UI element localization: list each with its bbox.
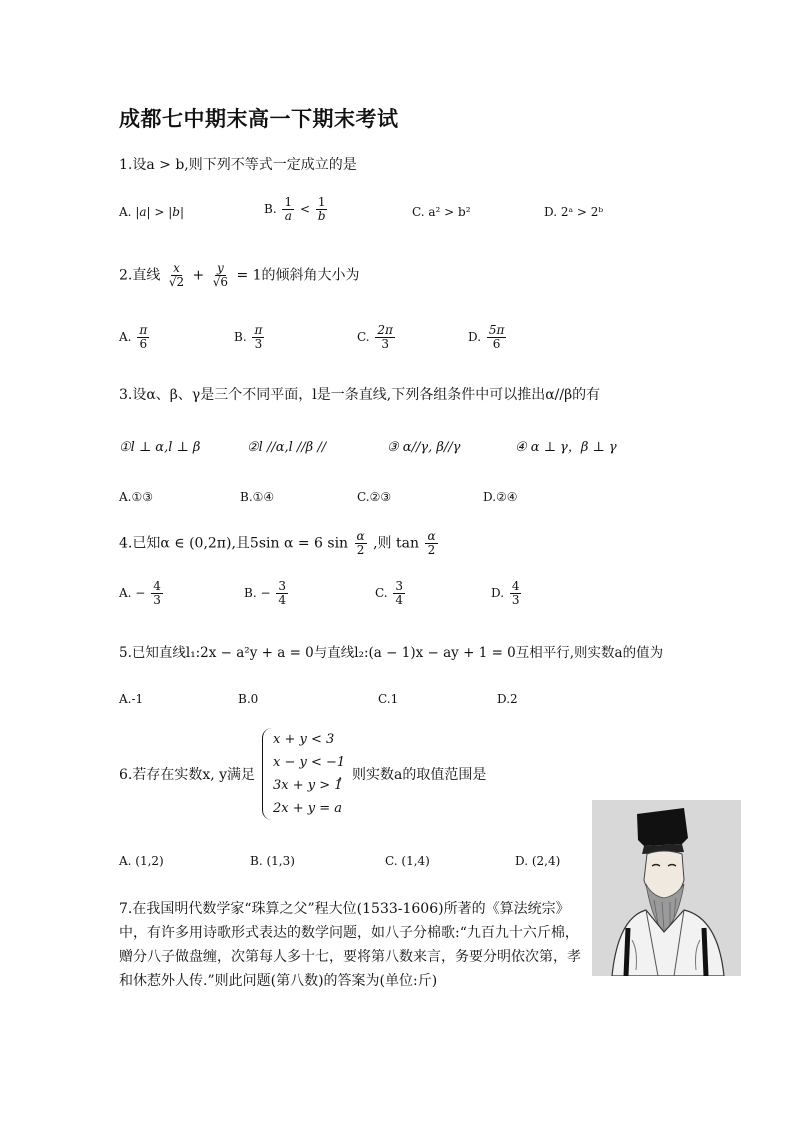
stem-text: 2.直线	[119, 267, 161, 284]
option-label: D.	[491, 586, 505, 600]
question-3-condition-4: ④ α ⊥ γ，β ⊥ γ	[515, 440, 617, 455]
fraction: $\frac{\alpha}{2}$	[356, 529, 365, 557]
option-label: B.	[234, 330, 247, 344]
fraction: $\frac{1}{a}$	[284, 195, 293, 223]
question-4-option-b	[244, 580, 290, 607]
fraction: $\frac{\pi}{6}$	[139, 323, 148, 351]
option-label: C.	[375, 586, 388, 600]
question-3-condition-2: ②l //α,l //β //	[247, 440, 327, 455]
fraction: $\frac{5\pi}{6}$	[488, 323, 505, 351]
question-4-stem	[119, 530, 440, 557]
question-5-stem: 5.已知直线l₁:2x − a²y + a = 0与直线l₂:(a − 1)x − ay + 1 = 0互相平行,则实数a的值为	[119, 645, 664, 661]
question-6-option-a: A. (1,2)	[119, 854, 164, 868]
option-label: B.	[264, 202, 277, 216]
question-2-option-b	[234, 324, 266, 351]
fraction: $\frac{x}{√2}$	[168, 261, 185, 289]
question-4-option-a	[119, 580, 165, 607]
question-2-option-d	[468, 324, 508, 351]
question-5-option-a: A.-1	[119, 692, 144, 706]
fraction: $\frac{4}{3}$	[153, 579, 161, 607]
fraction: $\frac{3}{4}$	[278, 579, 286, 607]
fraction: $\frac{\alpha}{2}$	[427, 529, 436, 557]
question-5-option-b: B.0	[238, 692, 259, 706]
question-2-option-a	[119, 324, 151, 351]
question-2-stem	[119, 262, 360, 289]
question-6-stem-prefix: 6.若存在实数x, y满足	[119, 767, 256, 783]
fraction: $\frac{2\pi}{3}$	[377, 323, 393, 351]
question-6-option-b: B. (1,3)	[250, 854, 295, 868]
question-3-option-c: C.②③	[357, 490, 392, 504]
option-text: |a| > |b|	[135, 205, 185, 219]
option-label: B. −	[244, 586, 271, 600]
page-title: 成都七中期末高一下期末考试	[119, 106, 399, 131]
plus-sign: +	[192, 267, 205, 284]
question-2-option-c	[357, 324, 397, 351]
question-4-option-c	[375, 580, 407, 607]
question-6-stem-suffix: ，则实数a的取值范围是	[338, 767, 487, 783]
inequality-system	[262, 728, 345, 820]
question-1-stem: 1.设a > b,则下列不等式一定成立的是	[119, 157, 357, 173]
question-3-option-a: A.①③	[119, 490, 153, 504]
stem-text: 4.已知α ∈ (0,2π),且5sin α = 6 sin	[119, 535, 349, 552]
stem-text: ,则 tan	[373, 535, 419, 552]
fraction: $\frac{1}{b}$	[317, 195, 326, 223]
equation-4: 2x + y = a	[273, 801, 343, 816]
question-1-option-c: C. a² > b²	[412, 205, 471, 219]
relation-symbol: <	[299, 202, 310, 216]
question-1-option-b	[264, 196, 330, 223]
fraction: $\frac{\pi}{3}$	[254, 323, 263, 351]
question-4-option-d	[491, 580, 523, 607]
question-1-option-d: D. 2ᵃ > 2ᵇ	[544, 205, 604, 219]
fraction: $\frac{3}{4}$	[395, 579, 404, 607]
question-3-condition-1: ①l ⊥ α,l ⊥ β	[119, 440, 201, 455]
question-3-stem: 3.设α、β、γ是三个不同平面，l是一条直线,下列各组条件中可以推出α//β的有	[119, 387, 601, 403]
stem-text: = 1的倾斜角大小为	[236, 267, 360, 284]
fraction: $\frac{4}{3}$	[511, 579, 520, 607]
inequality-3: 3x + y > 1	[273, 778, 343, 793]
inequality-1: x + y < 3	[273, 732, 335, 747]
option-label: C.	[357, 330, 370, 344]
question-5-option-c: C.1	[378, 692, 399, 706]
question-6-option-c: C. (1,4)	[385, 854, 430, 868]
option-label: A. −	[119, 586, 146, 600]
question-6-option-d: D. (2,4)	[515, 854, 561, 868]
option-label: D.	[468, 330, 482, 344]
question-7-text: 7.在我国明代数学家“珠算之父”程大位(1533-1606)所著的《算法统宗》中，有许多用诗歌形式表达的数学问题，如八子分棉歌:“九百九十六斤棉，赠分八子做盘缠，次第每人多十七，要将第八数来言，务要分明依次第，孝和休惹外人传.”则此问题(第八数)的答案为(单位:斤)	[119, 901, 581, 989]
question-3-option-d: D.②④	[483, 490, 518, 504]
question-5-option-d: D.2	[497, 692, 518, 706]
inequality-2: x − y < −1	[273, 755, 346, 770]
option-label: A.	[119, 205, 132, 219]
question-3-condition-3: ③ α//γ, β//γ	[387, 440, 461, 455]
fraction: $\frac{y}{√6}$	[212, 261, 229, 289]
portrait-drawing	[592, 800, 741, 976]
question-3-option-b: B.①④	[240, 490, 275, 504]
question-1-option-a	[119, 204, 184, 220]
option-label: A.	[119, 330, 132, 344]
portrait-image	[592, 800, 741, 976]
